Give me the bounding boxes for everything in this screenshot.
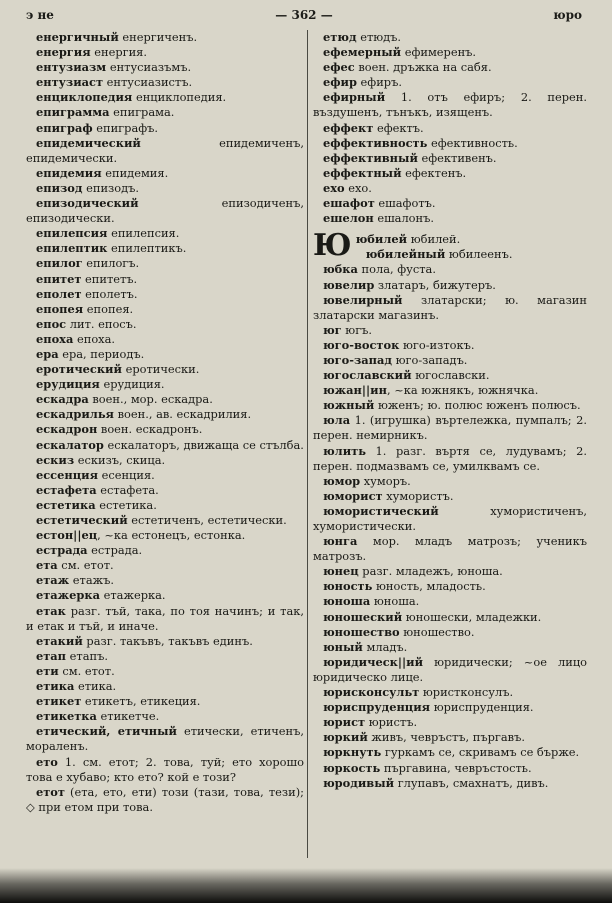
entry-headword: естрада bbox=[36, 543, 88, 558]
entry-headword: епоха bbox=[36, 331, 74, 346]
dictionary-entry bbox=[313, 700, 587, 715]
entry-definition: юноша. bbox=[370, 594, 420, 609]
entry-headword: ета bbox=[36, 558, 58, 573]
dictionary-entry bbox=[26, 543, 304, 558]
entry-headword: юморист bbox=[323, 488, 383, 503]
entry-definition: юристконсулъ. bbox=[419, 685, 514, 700]
dictionary-entry bbox=[26, 664, 304, 679]
dictionary-entry bbox=[26, 377, 304, 392]
entry-definition: ефективенъ. bbox=[417, 150, 497, 165]
entry-definition: ефимеренъ. bbox=[401, 45, 477, 60]
entry-headword: юмористический bbox=[323, 503, 439, 518]
entry-definition: воен., ав. ескадрилия. bbox=[113, 407, 252, 422]
entry-definition: епизодиченъ, епизодически. bbox=[26, 196, 304, 226]
entry-headword: ефемерный bbox=[323, 45, 402, 60]
dictionary-entry bbox=[313, 761, 587, 776]
dictionary-entry bbox=[26, 513, 304, 528]
left-column bbox=[26, 30, 304, 815]
dictionary-entry bbox=[26, 724, 304, 754]
entry-definition: енциклопедия. bbox=[132, 90, 227, 105]
dictionary-entry bbox=[26, 60, 304, 75]
dictionary-entry bbox=[313, 489, 587, 504]
entry-headword: ювелирный bbox=[323, 292, 403, 307]
dictionary-entry bbox=[26, 136, 304, 166]
entry-headword: еротический bbox=[36, 362, 122, 377]
dictionary-entry bbox=[313, 776, 587, 791]
entry-definition: югославски. bbox=[411, 368, 490, 383]
entry-definition: епилептикъ. bbox=[107, 241, 187, 256]
entry-definition: естетика. bbox=[95, 497, 157, 512]
right-column bbox=[313, 30, 587, 791]
entry-definition: етапъ. bbox=[66, 648, 108, 663]
entry-headword: ескадра bbox=[36, 392, 89, 407]
dictionary-entry bbox=[26, 317, 304, 332]
entry-headword: етак bbox=[36, 603, 66, 618]
entry-definition: етикетче. bbox=[96, 709, 160, 724]
dictionary-entry bbox=[26, 302, 304, 317]
entry-definition: разг. младежъ, юноша. bbox=[358, 564, 503, 579]
entry-definition: ефектъ. bbox=[373, 120, 424, 135]
entry-definition: юженъ; ю. полюс юженъ полюсъ. bbox=[374, 398, 581, 413]
entry-headword: ерудиция bbox=[36, 377, 100, 392]
entry-definition: ешафотъ. bbox=[374, 196, 436, 211]
dictionary-entry bbox=[313, 75, 587, 90]
dictionary-entry bbox=[26, 498, 304, 513]
section-initial-letter: Ю bbox=[313, 228, 352, 264]
entry-headword: юбилей bbox=[355, 232, 408, 247]
entry-definition: естрада. bbox=[87, 543, 143, 558]
entry-definition: югъ. bbox=[341, 322, 373, 337]
entry-headword: юридическ||ий bbox=[323, 654, 424, 669]
dictionary-entry bbox=[313, 564, 587, 579]
entry-headword: епилепсия bbox=[36, 226, 108, 241]
dictionary-entry bbox=[313, 353, 587, 368]
entry-definition: глупавъ, смахнатъ, дивъ. bbox=[394, 775, 549, 790]
dictionary-entry bbox=[313, 323, 587, 338]
entry-headword: ехо bbox=[323, 180, 345, 195]
entry-definition: юго-изтокъ. bbox=[399, 337, 475, 352]
entry-definition: ефиръ. bbox=[356, 75, 402, 90]
entry-definition: юбилеенъ. bbox=[445, 247, 513, 262]
entry-headword: юрист bbox=[323, 715, 366, 730]
entry-headword: епидемический bbox=[36, 135, 141, 150]
entry-definition: пъргавина, чевръстость. bbox=[380, 760, 532, 775]
dictionary-entry bbox=[313, 504, 587, 534]
entry-headword: юго-запад bbox=[323, 352, 392, 367]
entry-headword: юлить bbox=[323, 443, 366, 458]
entry-headword: ето bbox=[36, 754, 58, 769]
entry-definition: естетиченъ, естетически. bbox=[127, 513, 287, 527]
dictionary-entry bbox=[26, 528, 304, 543]
entry-definition: енергиченъ. bbox=[118, 30, 198, 44]
dictionary-entry bbox=[26, 588, 304, 603]
entry-headword: естетика bbox=[36, 497, 96, 512]
entry-headword: епитет bbox=[36, 271, 82, 286]
entry-definition: еполетъ. bbox=[81, 286, 138, 301]
dictionary-entry bbox=[26, 241, 304, 256]
entry-definition: етажерка. bbox=[100, 588, 166, 603]
entry-headword: енергичный bbox=[36, 30, 119, 44]
entry-headword: юркость bbox=[323, 760, 381, 775]
entry-headword: ескиз bbox=[36, 452, 75, 467]
entry-definition: енергия. bbox=[90, 45, 147, 60]
entry-headword: юркий bbox=[323, 730, 368, 745]
entry-headword: ефирный bbox=[323, 90, 386, 105]
entry-headword: юла bbox=[323, 413, 351, 428]
entry-headword: еффективность bbox=[323, 135, 428, 150]
entry-headword: ешелон bbox=[323, 211, 374, 226]
entry-definition: златарски; ю. магазин златарски магазинъ. bbox=[313, 292, 587, 322]
dictionary-entry bbox=[313, 413, 587, 443]
entry-headword: еффектный bbox=[323, 165, 402, 180]
dictionary-entry bbox=[313, 730, 587, 745]
entry-headword: етажерка bbox=[36, 588, 101, 603]
entry-headword: енциклопедия bbox=[36, 90, 133, 105]
dictionary-entry bbox=[313, 685, 587, 700]
entry-definition: юношество. bbox=[399, 624, 475, 639]
entry-definition: хумористиченъ, хумористически. bbox=[313, 503, 587, 533]
entry-definition: живъ, чевръстъ, пъргавъ. bbox=[367, 730, 525, 745]
entry-definition: естафета. bbox=[96, 482, 159, 497]
entry-headword: епизодический bbox=[36, 196, 139, 211]
entry-definition: етажъ. bbox=[69, 573, 114, 588]
dictionary-entry bbox=[26, 483, 304, 498]
dictionary-entry bbox=[26, 649, 304, 664]
dictionary-entry bbox=[313, 338, 587, 353]
entry-definition: епидемия. bbox=[101, 165, 169, 180]
entry-headword: етикетка bbox=[36, 709, 97, 724]
entry-headword: еффективный bbox=[323, 150, 418, 165]
dictionary-entry bbox=[313, 293, 587, 323]
entry-headword: етакий bbox=[36, 633, 83, 648]
entry-definition: юристъ. bbox=[365, 715, 418, 730]
dictionary-entry bbox=[313, 181, 587, 196]
entry-headword: етюд bbox=[323, 30, 357, 44]
entry-definition: епитетъ. bbox=[81, 271, 138, 286]
dictionary-entry bbox=[26, 407, 304, 422]
entry-definition: ескизъ, скица. bbox=[74, 452, 166, 467]
entry-definition: 1. разг. въртя се, лудувамъ; 2. перен. подмазвамъ се, умилквамъ се. bbox=[313, 443, 587, 473]
entry-definition: юго-западъ. bbox=[391, 352, 468, 367]
entry-headword: ескадрилья bbox=[36, 407, 114, 422]
entry-headword: естетический bbox=[36, 513, 128, 527]
entry-definition: юридически; ~ое лицо юридическо лице. bbox=[313, 654, 587, 684]
entry-headword: ентузиаст bbox=[36, 75, 104, 90]
dictionary-entry bbox=[26, 679, 304, 694]
entry-definition: младъ. bbox=[362, 639, 408, 654]
dictionary-entry bbox=[26, 694, 304, 709]
entry-headword: етап bbox=[36, 648, 67, 663]
entry-definition: 1. отъ ефиръ; 2. перен. въздушенъ, тънъкъ, изященъ. bbox=[313, 90, 587, 120]
entry-definition: см. етот. bbox=[58, 663, 115, 678]
entry-definition: юриспруденция. bbox=[430, 700, 534, 715]
dictionary-entry bbox=[26, 392, 304, 407]
entry-headword: юркнуть bbox=[323, 745, 382, 760]
entry-headword: епиграф bbox=[36, 120, 93, 135]
dictionary-entry bbox=[313, 196, 587, 211]
dictionary-entry bbox=[313, 610, 587, 625]
entry-headword: юродивый bbox=[323, 775, 395, 790]
dictionary-entry bbox=[26, 785, 304, 815]
entry-definition: епидемиченъ, епидемически. bbox=[26, 135, 304, 165]
entry-headword: юбка bbox=[323, 262, 358, 277]
dictionary-entry bbox=[26, 362, 304, 377]
dictionary-entry bbox=[313, 121, 587, 136]
entry-headword: епизод bbox=[36, 180, 83, 195]
entry-headword: юго-восток bbox=[323, 337, 400, 352]
dictionary-entry bbox=[313, 640, 587, 655]
entry-headword: етика bbox=[36, 679, 75, 694]
entry-definition: гуркамъ се, скривамъ се бърже. bbox=[381, 745, 580, 760]
entry-headword: юношеский bbox=[323, 609, 403, 624]
dictionary-entry bbox=[26, 287, 304, 302]
entry-definition: воен. дръжка на сабя. bbox=[354, 60, 492, 75]
dictionary-entry bbox=[313, 262, 587, 277]
entry-definition: етика. bbox=[74, 679, 117, 694]
entry-definition: хумористъ. bbox=[382, 488, 454, 503]
entry-definition: етически, етиченъ, мораленъ. bbox=[26, 724, 305, 754]
dictionary-entry bbox=[313, 745, 587, 760]
entry-definition: юношески, младежки. bbox=[402, 609, 542, 624]
entry-headword: еполет bbox=[36, 286, 82, 301]
entry-definition: еротически. bbox=[121, 362, 200, 377]
entry-headword: ессенция bbox=[36, 467, 98, 482]
dictionary-entry bbox=[26, 75, 304, 90]
dictionary-entry bbox=[26, 332, 304, 347]
entry-headword: юный bbox=[323, 639, 363, 654]
entry-headword: юг bbox=[323, 322, 342, 337]
entry-definition: 1. (игрушка) въртележка, пумпалъ; 2. перен. немирникъ. bbox=[313, 413, 587, 443]
entry-headword: ескалатор bbox=[36, 437, 104, 452]
entry-definition: пола, фуста. bbox=[357, 262, 436, 277]
header-left-guide-word: э не bbox=[26, 8, 54, 22]
dictionary-entry bbox=[26, 604, 304, 634]
entry-definition: ера, периодъ. bbox=[58, 346, 145, 361]
right-column-e-section bbox=[313, 30, 587, 226]
dictionary-entry bbox=[26, 709, 304, 724]
entry-definition: лит. епосъ. bbox=[66, 316, 137, 331]
entry-definition: ентусиазистъ. bbox=[103, 75, 193, 90]
entry-headword: юность bbox=[323, 579, 373, 594]
dictionary-entry bbox=[26, 755, 304, 785]
entry-definition: ескалаторъ, движаща се стълба. bbox=[103, 437, 304, 452]
entry-headword: етикет bbox=[36, 694, 82, 709]
dictionary-entry bbox=[26, 634, 304, 649]
entry-definition: см. етот. bbox=[57, 558, 114, 573]
entry-definition: юность, младость. bbox=[372, 579, 486, 594]
entry-headword: ефир bbox=[323, 75, 357, 90]
entry-headword: ети bbox=[36, 663, 59, 678]
entry-headword: юриспруденция bbox=[323, 700, 431, 715]
entry-headword: епилог bbox=[36, 256, 83, 271]
entry-headword: юнга bbox=[323, 534, 358, 549]
dictionary-entry bbox=[26, 105, 304, 120]
entry-definition: епоха. bbox=[73, 331, 116, 346]
entry-definition: епиграма. bbox=[109, 105, 175, 120]
entry-headword: енергия bbox=[36, 45, 91, 60]
entry-headword: етический, етичный bbox=[36, 724, 178, 739]
dictionary-entry bbox=[26, 347, 304, 362]
dictionary-entry bbox=[313, 166, 587, 181]
entry-headword: етот bbox=[36, 784, 65, 799]
entry-definition: воен. ескадронъ. bbox=[97, 422, 203, 437]
dictionary-entry bbox=[313, 625, 587, 640]
page-header bbox=[26, 8, 582, 26]
dictionary-entry bbox=[313, 60, 587, 75]
dictionary-entry bbox=[26, 181, 304, 196]
entry-headword: ефес bbox=[323, 60, 355, 75]
entry-definition: ефектенъ. bbox=[401, 165, 467, 180]
header-right-guide-word: юро bbox=[553, 8, 582, 22]
entry-headword: южан||ин bbox=[323, 383, 387, 398]
dictionary-entry bbox=[313, 278, 587, 293]
dictionary-entry bbox=[313, 534, 587, 564]
entry-definition: етикетъ, етикеция. bbox=[81, 694, 201, 709]
dictionary-entry bbox=[26, 121, 304, 136]
dictionary-entry bbox=[313, 474, 587, 489]
entry-definition: есенция. bbox=[97, 467, 155, 482]
dictionary-entry bbox=[313, 444, 587, 474]
dictionary-entry bbox=[313, 398, 587, 413]
entry-definition: ерудиция. bbox=[99, 377, 165, 392]
dictionary-entry bbox=[26, 573, 304, 588]
entry-headword: юноша bbox=[323, 594, 371, 609]
entry-definition: , ~ка естонецъ, естонка. bbox=[97, 528, 246, 543]
dictionary-entry bbox=[26, 558, 304, 573]
entry-definition: ефективность. bbox=[427, 135, 518, 150]
entry-headword: епилептик bbox=[36, 241, 108, 256]
entry-headword: етаж bbox=[36, 573, 70, 588]
dictionary-entry bbox=[26, 226, 304, 241]
dictionary-entry bbox=[313, 655, 587, 685]
dictionary-entry bbox=[26, 166, 304, 181]
entry-definition: ентусиазъмъ. bbox=[106, 60, 192, 75]
entry-definition: юбилей. bbox=[407, 232, 461, 247]
dictionary-entry bbox=[313, 579, 587, 594]
entry-headword: естон||ец bbox=[36, 528, 98, 543]
entry-headword: ентузиазм bbox=[36, 60, 107, 75]
entry-headword: юнец bbox=[323, 564, 359, 579]
entry-definition: 1. см. етот; 2. това, туй; ето хорошо това е хубаво; кто ето? кой е този? bbox=[26, 754, 304, 784]
entry-definition: епилогъ. bbox=[82, 256, 140, 271]
entry-headword: епос bbox=[36, 316, 67, 331]
entry-definition: (ета, ето, ети) този (тази, това, тези); ◇ при етом при това. bbox=[26, 784, 304, 814]
dictionary-entry bbox=[26, 453, 304, 468]
dictionary-entry bbox=[26, 30, 304, 45]
dictionary-entry bbox=[26, 256, 304, 271]
entry-definition: златаръ, бижутеръ. bbox=[374, 277, 496, 292]
entry-headword: юбилейный bbox=[365, 247, 446, 262]
entry-definition: етюдъ. bbox=[356, 30, 402, 44]
dictionary-entry bbox=[313, 594, 587, 609]
page-number: — 362 — bbox=[275, 8, 333, 22]
entry-definition: мор. младъ матрозъ; ученикъ матрозъ. bbox=[313, 534, 587, 564]
dictionary-entry bbox=[313, 90, 587, 120]
entry-headword: южный bbox=[323, 398, 375, 413]
entry-definition: епизодъ. bbox=[82, 180, 139, 195]
entry-headword: еффект bbox=[323, 120, 374, 135]
dictionary-entry bbox=[26, 196, 304, 226]
entry-definition: воен., мор. ескадра. bbox=[88, 392, 213, 407]
dictionary-entry bbox=[313, 136, 587, 151]
dictionary-entry bbox=[313, 45, 587, 60]
right-column-yu-section bbox=[313, 228, 587, 790]
entry-definition: епилепсия. bbox=[107, 226, 180, 241]
dictionary-entry bbox=[313, 368, 587, 383]
entry-definition: ехо. bbox=[344, 180, 372, 195]
dictionary-entry bbox=[313, 247, 587, 262]
entry-headword: ескадрон bbox=[36, 422, 98, 437]
dictionary-entry bbox=[313, 383, 587, 398]
entry-headword: юрисконсульт bbox=[323, 685, 420, 700]
entry-headword: епидемия bbox=[36, 165, 102, 180]
dictionary-entry bbox=[26, 468, 304, 483]
entry-headword: ешафот bbox=[323, 196, 375, 211]
dictionary-entry bbox=[313, 151, 587, 166]
dictionary-entry bbox=[26, 45, 304, 60]
entry-headword: юношество bbox=[323, 624, 400, 639]
entry-headword: епопея bbox=[36, 301, 84, 316]
entry-definition: разг. такъвъ, такъвъ единъ. bbox=[82, 633, 253, 648]
entry-definition: епопея. bbox=[83, 301, 134, 316]
entry-definition: хуморъ. bbox=[360, 473, 411, 488]
dictionary-entry bbox=[26, 272, 304, 287]
entry-headword: ера bbox=[36, 346, 59, 361]
column-divider bbox=[307, 30, 308, 858]
entry-headword: юмор bbox=[323, 473, 361, 488]
entry-headword: югославский bbox=[323, 368, 412, 383]
dictionary-entry bbox=[313, 30, 587, 45]
entry-headword: ювелир bbox=[323, 277, 375, 292]
entry-headword: епиграмма bbox=[36, 105, 110, 120]
entry-headword: естафета bbox=[36, 482, 97, 497]
dictionary-entry bbox=[26, 438, 304, 453]
dictionary-entry bbox=[313, 715, 587, 730]
dictionary-entry bbox=[313, 211, 587, 226]
page-edge-shadow bbox=[0, 868, 612, 903]
entry-definition: ешалонъ. bbox=[373, 211, 434, 226]
entry-definition: разг. тъй, така, по тоя начинъ; и так, и етак и тъй, и иначе. bbox=[26, 603, 304, 633]
entry-definition: , ~ка южнякъ, южнячка. bbox=[386, 383, 539, 398]
dictionary-entry bbox=[26, 422, 304, 437]
dictionary-entry bbox=[26, 90, 304, 105]
entry-definition: епиграфъ. bbox=[92, 120, 159, 135]
